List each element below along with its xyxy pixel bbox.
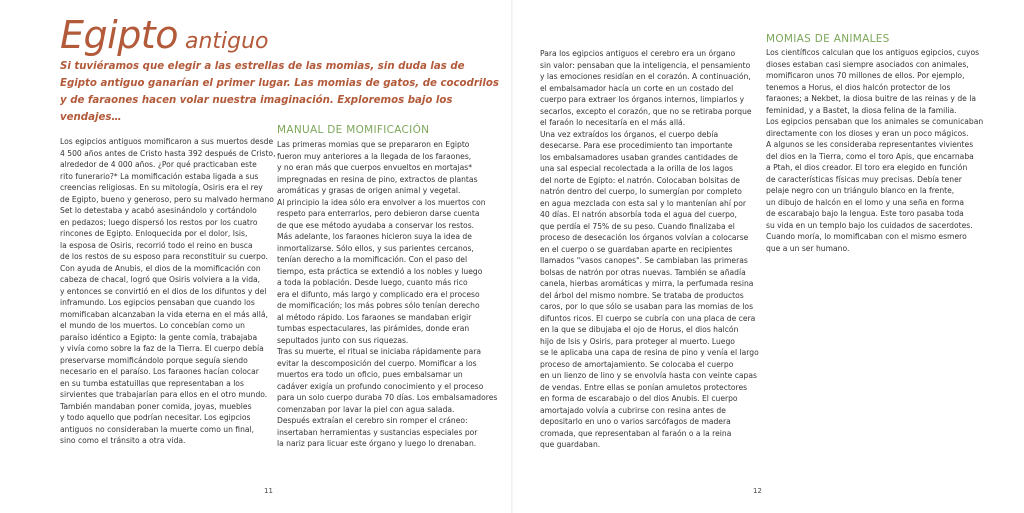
text-line: su vida en un templo bajo los cuidados de sacerdotes.: [766, 220, 973, 230]
text-line: Con ayuda de Anubis, el dios de la momificación con: [60, 263, 261, 273]
right-page: [512, 0, 1024, 513]
text-line: a Ptah, el dios creador. El toro era elegido en función: [766, 163, 968, 172]
text-line: pelaje negro con un triángulo blanco en la frente,: [766, 186, 955, 195]
text-line: una sal especial recolectada a la orilla de los lagos: [540, 164, 733, 173]
text-line: y no eran más que cuerpos envueltos en mortajas*: [277, 163, 472, 172]
text-line: y todo aquello que podrían necesitar. Los egipcios: [60, 413, 251, 422]
text-line: sino como el tránsito a otra vida.: [60, 436, 186, 445]
text-line: fueron muy anteriores a la llegada de los faraones,: [277, 151, 472, 161]
text-line: evitar la descomposición del cuerpo. Momificar a los: [277, 358, 477, 368]
text-line: dioses estaban casi siempre asociados con animales,: [766, 59, 969, 69]
text-line: y entonces se convirtió en el dios de los difuntos y del: [60, 286, 267, 296]
text-line: en agua mezclada con esta sal y lo mantenían ahí por: [540, 198, 746, 208]
text-line: sirvientes que trabajarían para ellos en el otro mundo.: [60, 390, 268, 399]
column-4-body: [766, 47, 996, 254]
text-line: paraíso idéntico a Egipto: la gente comía, trabajaba: [60, 332, 258, 342]
text-line: que a un ser humano.: [766, 243, 850, 253]
page-number-right: 12: [753, 487, 762, 495]
text-line: y las emociones residían en el corazón. A continuación,: [540, 72, 751, 81]
text-line: difuntos ricos. El cuerpo se cubría con una placa de cera: [540, 313, 756, 323]
text-line: Set lo detestaba y acabó asesinándolo y cortándolo: [60, 206, 257, 215]
text-line: del norte de Egipto: el natrón. Colocaban bolsitas de: [540, 175, 740, 185]
text-line: inmortalizarse. Sólo ellos, y sus parientes cercanos,: [277, 243, 474, 253]
text-line: momificaban alcanzaban la vida eterna en el más allá,: [60, 309, 268, 319]
text-line: de escarabajo bajo la lengua. Este toro pasaba toda: [766, 209, 964, 218]
text-line: momificaron unos 70 millones de ellos. Por ejemplo,: [766, 71, 965, 80]
text-line: tumbas espectaculares, las pirámides, donde eran: [277, 324, 470, 333]
text-line: comenzaban por lavar la piel con agua salada.: [277, 404, 455, 414]
text-line: faraones; a Nekbet, la diosa buitre de las reinas y de la: [766, 94, 977, 103]
column-4: [766, 33, 996, 254]
text-line: desecarse. Para ese procedimiento tan importante: [540, 141, 733, 150]
text-line: en forma de escarabajo o del dios Anubis. El cuerpo: [540, 394, 738, 403]
text-line: depositarlo en uno o varios sarcófagos de madera: [540, 417, 731, 426]
text-line: en el cuerpo o se guardaban aparte en recipientes: [540, 244, 733, 254]
column-2-body: [277, 139, 498, 450]
text-line: de vendas. Entre ellas se ponían amuletos protectores: [540, 382, 748, 392]
text-line: Las primeras momias que se prepararon en Egipto: [277, 140, 470, 149]
text-line: natrón dentro del cuerpo, lo sumergían por completo: [540, 187, 742, 196]
text-line: Al principio la idea sólo era envolver a los muertos con: [277, 197, 486, 207]
text-line: los embalsamadores usaban grandes cantidades de: [540, 152, 738, 162]
text-line: en un lienzo de lino y se envolvía hasta con veinte capas: [540, 371, 757, 380]
text-line: Después extraían el cerebro sin romper el cráneo:: [277, 416, 468, 425]
section-heading-animals: MOMIAS DE ANIMALES: [766, 33, 890, 45]
text-line: era el difunto, más largo y complicado era el proceso: [277, 289, 480, 299]
text-line: antiguos no consideraban la muerte como un final,: [60, 424, 255, 434]
text-line: la esposa de Osiris, recorrió todo el reino en busca: [60, 240, 253, 250]
text-line: 40 días. El natrón absorbía toda el agua del cuerpo,: [540, 210, 737, 219]
text-line: cabeza de chacal, logró que Osiris volviera a la vida,: [60, 275, 261, 284]
text-line: de los restos de su esposo para reconstituir su cuerpo.: [60, 252, 268, 261]
chapter-title-main: Egipto: [60, 13, 178, 57]
text-line: que guardaban.: [540, 440, 601, 449]
text-line: en la que se dibujaba el ojo de Horus, el dios halcón: [540, 325, 739, 334]
text-line: del dios en la Tierra, como el toro Apis, que encarnaba: [766, 151, 974, 161]
page-number-left: 11: [264, 487, 273, 495]
text-line: Una vez extraídos los órganos, el cuerpo debía: [540, 129, 719, 139]
section-heading-manual: MANUAL DE MOMIFICACIÓN: [277, 124, 430, 136]
text-line: muertos era todo un oficio, pues embalsamar un: [277, 370, 463, 379]
text-line: A algunos se les consideraba representantes vivientes: [766, 140, 974, 149]
text-line: directamente con los dioses y eran un poco mágicos.: [766, 128, 969, 138]
text-line: para un solo cuerpo duraba 70 días. Los embalsamadores: [277, 393, 498, 402]
text-line: respeto para enterrarlos, pero debieron darse cuenta: [277, 209, 480, 218]
text-line: el embalsamador hacía un corte en un costado del: [540, 83, 734, 93]
text-line: a toda la población. Desde luego, cuanto más rico: [277, 278, 468, 287]
text-line: amortajado volvía a cubrirse con resina antes de: [540, 405, 726, 415]
text-line: inframundo. Los egipcios pensaban que cuando los: [60, 298, 255, 307]
text-line: rincones de Egipto. Enloquecida por el dolor, Isis,: [60, 229, 248, 238]
chapter-intro: Si tuviéramos que elegir a las estrellas de las momias, sin duda las de Egipto antiguo ganarían el primer lugar. Las momias de gatos, de cocodrilos y de faraones hacen volar nuestra imaginación. Exploremos bajo los vendajes…: [60, 61, 499, 123]
text-line: feminidad, y a Bastet, la diosa felina de la familia.: [766, 105, 957, 115]
text-line: en pedazos; luego dispersó los restos por los cuatro: [60, 217, 258, 227]
text-line: cuerpo para extraer los órganos internos, limpiarlos y: [540, 95, 745, 104]
text-line: tenemos a Horus, el dios halcón protector de los: [766, 82, 951, 92]
text-line: canela, hierbas aromáticas y mirra, la perfumada resina: [540, 279, 754, 288]
text-line: proceso de desecación los órganos volvían a colocarse: [540, 233, 749, 242]
text-line: Cuando moría, lo momificaban con el mismo esmero: [766, 232, 967, 241]
text-line: al método rápido. Los faraones se mandaban erigir: [277, 312, 472, 322]
text-line: insertaban herramientas y sustancias especiales por: [277, 427, 478, 437]
text-line: secarlos, excepto el corazón, que no se retiraba porque: [540, 106, 752, 116]
text-line: cromada, que representaban al faraón o a la reina: [540, 428, 732, 438]
text-line: sepultados junto con sus riquezas.: [277, 335, 409, 345]
text-line: 4 500 años antes de Cristo hasta 392 después de Cristo,: [60, 148, 276, 158]
text-line: rito funerario?* La momificación estaba ligada a sus: [60, 171, 259, 181]
column-2: [277, 124, 498, 450]
text-line: impregnadas en resina de pino, extractos de plantas: [277, 174, 478, 184]
text-line: el faraón lo necesitaría en el más allá.: [540, 118, 686, 127]
text-line: Los egipcios pensaban que los animales se comunicaban: [766, 117, 984, 126]
text-line: un dibujo de halcón en el lomo y una seña en forma: [766, 197, 964, 207]
text-line: el mundo de los muertos. Lo concebían como un: [60, 321, 245, 330]
text-line: Los científicos calculan que los antiguos egipcios, cuyos: [766, 48, 980, 57]
text-line: caros, por lo que sólo se usaban para las momias de los: [540, 302, 754, 311]
text-line: de momificación; los más pobres sólo tenían derecho: [277, 301, 480, 310]
text-line: de características físicas muy precisas. Debía tener: [766, 174, 962, 184]
text-line: y vivía como sobre la faz de la Tierra. El cuerpo debía: [60, 344, 264, 353]
text-line: de que ese método ayudaba a conservar los restos.: [277, 220, 475, 230]
text-line: Los egipcios antiguos momificaron a sus muertos desde: [60, 137, 274, 146]
text-line: aromáticas y grasas de origen animal y vegetal.: [277, 186, 461, 195]
text-line: Tras su muerte, el ritual se iniciaba rápidamente para: [277, 347, 481, 356]
text-line: de Egipto, bueno y generoso, pero su malvado hermano: [60, 194, 274, 204]
text-line: tiempo, esta práctica se extendió a los nobles y luego: [277, 266, 483, 276]
text-line: Para los egipcios antiguos el cerebro era un órgano: [540, 49, 736, 58]
text-line: creencias religiosas. En su mitología, Osiris era el rey: [60, 183, 263, 192]
text-line: que perdía el 75% de su peso. Cuando finalizaba el: [540, 221, 735, 231]
text-line: Más adelante, los faraones hicieron suya la idea de: [277, 232, 472, 241]
text-line: proceso de amortajamiento. Se colocaba el cuerpo: [540, 359, 734, 369]
text-line: la nariz para licuar este órgano y luego lo drenaban.: [277, 439, 477, 448]
text-line: sin valor: pensaban que la inteligencia, el pensamiento: [540, 60, 751, 70]
text-line: se le aplicaba una capa de resina de pino y venía el largo: [540, 348, 759, 357]
text-line: alrededor de 4 000 años. ¿Por qué practicaban este: [60, 160, 257, 169]
text-line: preservarse momificándolo porque seguía siendo: [60, 355, 248, 365]
text-line: llamados "vasos canopes". Se cambiaban las primeras: [540, 256, 748, 265]
text-line: hijo de Isis y Osiris, para proteger al muerto. Luego: [540, 336, 735, 346]
chapter-title-sub: antiguo: [177, 29, 269, 54]
text-line: del árbol del mismo nombre. Se trataba de productos: [540, 290, 744, 300]
text-line: en su tumba estatuillas que representaban a los: [60, 378, 244, 388]
chapter-title: [60, 13, 269, 57]
text-line: cadáver exigía un profundo conocimiento y el proceso: [277, 381, 484, 391]
text-line: tenían derecho a la momificación. Con el paso del: [277, 255, 468, 264]
text-line: También mandaban poner comida, joyas, muebles: [60, 401, 252, 411]
column-1: [60, 136, 276, 447]
text-line: necesario en el paraíso. Los faraones hacían colocar: [60, 367, 259, 376]
text-line: bolsas de natrón por otras nuevas. También se añadía: [540, 267, 746, 277]
column-3: [540, 48, 759, 451]
